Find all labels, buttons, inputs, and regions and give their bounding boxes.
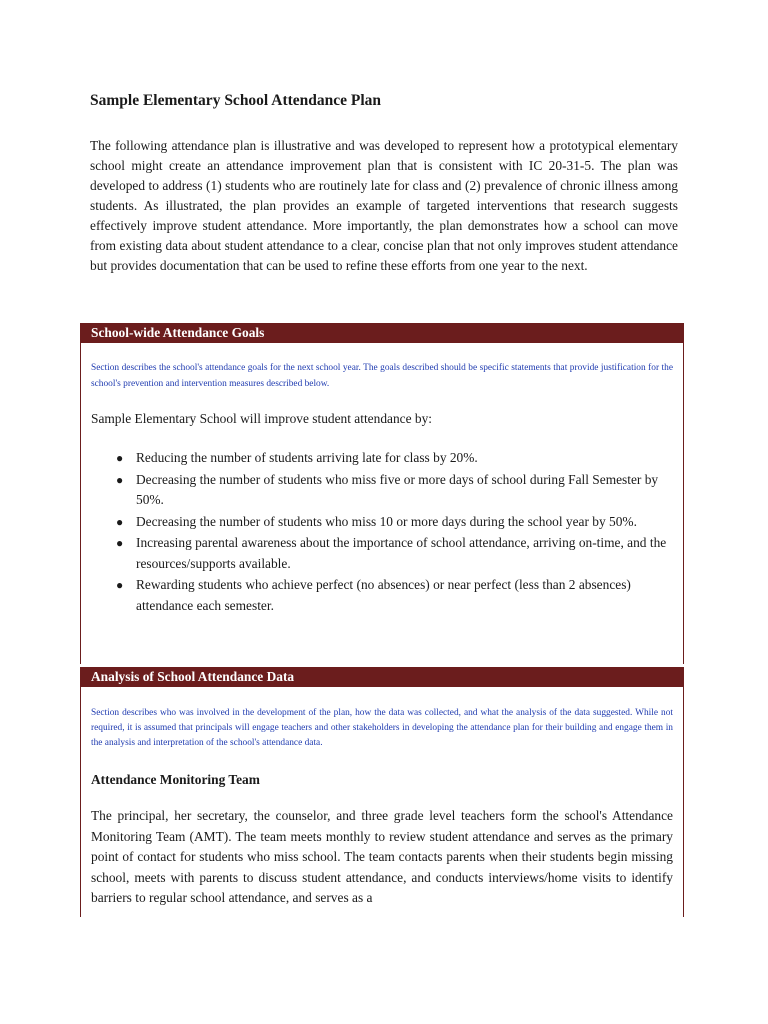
- analysis-section-note: Section describes who was involved in the development of the plan, how the data was collected, and what the analysis of the data suggested. While not required, it is assumed that principals will engage teachers and other stakeholders in developing the attendance plan for their building and engage them in the analysis and interpretation of the school's attendance data.: [91, 708, 673, 748]
- bullet-icon: ●: [116, 472, 124, 487]
- intro-paragraph: The following attendance plan is illustrative and was developed to represent how a prototypical elementary school might create an attendance improvement plan that is consistent with IC 20-31-5. The plan was developed to address (1) students who are routinely late for class and (2) prevalence of chronic illness among students. As illustrated, the plan provides an example of targeted interventions that research suggests effectively improve student attendance. More importantly, the plan demonstrates how a school can move from existing data about student attendance to a clear, concise plan that not only improves student attendance but provides documentation that can be used to refine these efforts from one year to the next.: [90, 138, 678, 273]
- goals-section-note: Section describes the school's attendance goals for the next school year. The goals described should be specific statements that provide justification for the school's prevention and intervention measures described below.: [91, 363, 673, 389]
- bullet-icon: ●: [116, 514, 124, 529]
- team-paragraph: The principal, her secretary, the counselor, and three grade level teachers form the school's Attendance Monitoring Team (AMT). The team meets monthly to review student attendance and serves as the primary point of contact for students who miss school. The team contacts parents when their students begin missing school, meets with parents to discuss student attendance, and conducts interviews/home visits to identify barriers to regular school attendance, and serves as a: [91, 808, 673, 905]
- goal-item: ● Decreasing the number of students who miss 10 or more days during the school year by 50%.: [91, 512, 673, 533]
- goals-list: [91, 448, 673, 616]
- document-title: Sample Elementary School Attendance Plan: [90, 92, 382, 109]
- goals-section: [80, 323, 684, 664]
- team-subheading: Attendance Monitoring Team: [91, 772, 260, 787]
- goals-section-header: School-wide Attendance Goals: [81, 323, 683, 343]
- analysis-section-header: Analysis of School Attendance Data: [81, 667, 683, 687]
- bullet-icon: ●: [116, 451, 124, 465]
- goal-item: ● Decreasing the number of students who miss five or more days of school during Fall Semester by 50%.: [116, 471, 659, 507]
- analysis-section: [80, 667, 684, 917]
- goal-item: ● Reducing the number of students arriving late for class by 20%.: [91, 448, 673, 469]
- goal-item: ● Rewarding students who achieve perfect (no absences) or near perfect (less than 2 absences) attendance each semester.: [116, 577, 631, 613]
- bullet-icon: ●: [116, 536, 124, 550]
- bullet-icon: ●: [116, 578, 124, 592]
- goal-item: ● Increasing parental awareness about the importance of school attendance, arriving on-time, and the resources/supports available.: [116, 535, 667, 571]
- goals-lead-text: Sample Elementary School will improve student attendance by:: [91, 411, 433, 426]
